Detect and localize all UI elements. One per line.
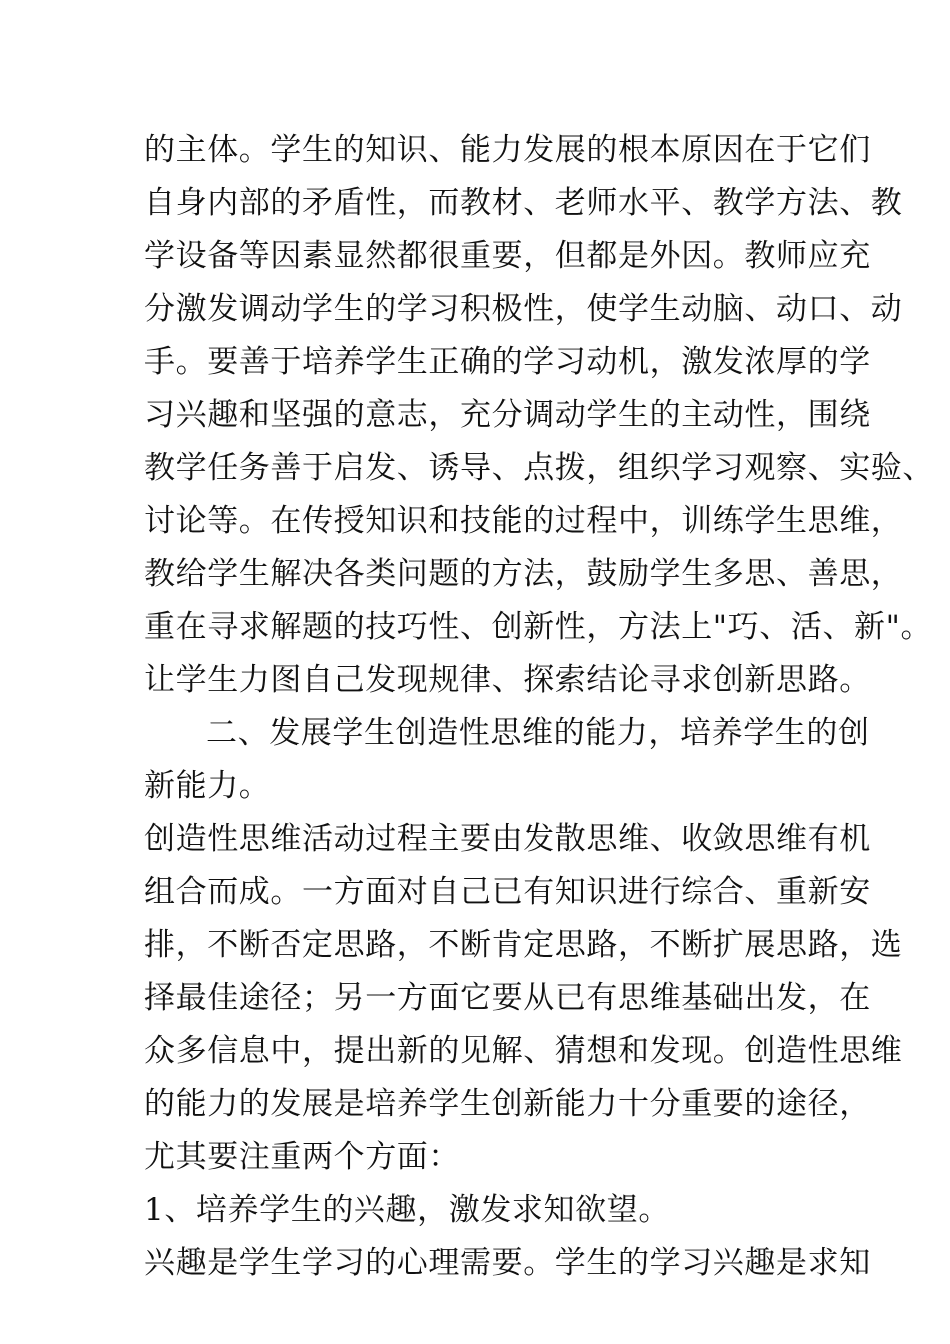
document-page xyxy=(144,124,934,1290)
text-line: 重在寻求解题的技巧性、创新性，方法上"巧、活、新"。 xyxy=(144,609,933,645)
text-line: 分激发调动学生的学习积极性，使学生动脑、动口、动 xyxy=(144,291,903,327)
section-heading: 二、发展学生创造性思维的能力，培养学生的创 xyxy=(206,715,870,751)
text-line: 择最佳途径；另一方面它要从已有思维基础出发，在 xyxy=(144,980,871,1016)
text-line: 兴趣是学生学习的心理需要。学生的学习兴趣是求知 xyxy=(144,1245,871,1281)
text-line: 让学生力图自己发现规律、探索结论寻求创新思路。 xyxy=(144,662,871,698)
text-line: 的主体。学生的知识、能力发展的根本原因在于它们 xyxy=(144,132,871,168)
text-line: 讨论等。在传授知识和技能的过程中，训练学生思维， xyxy=(144,503,903,539)
text-line: 众多信息中，提出新的见解、猜想和发现。创造性思维 xyxy=(144,1033,903,1069)
text-line: 尤其要注重两个方面： xyxy=(144,1139,460,1175)
text-line: 习兴趣和坚强的意志，充分调动学生的主动性，围绕 xyxy=(144,397,871,433)
section-heading-continuation: 新能力。 xyxy=(144,768,271,804)
text-line: 的能力的发展是培养学生创新能力十分重要的途径， xyxy=(144,1086,871,1122)
subsection-heading: 1、培养学生的兴趣，激发求知欲望。 xyxy=(144,1192,670,1228)
text-line: 组合而成。一方面对自己已有知识进行综合、重新安 xyxy=(144,874,871,910)
text-line: 排，不断否定思路，不断肯定思路，不断扩展思路，选 xyxy=(144,927,903,963)
text-line: 手。要善于培养学生正确的学习动机，激发浓厚的学 xyxy=(144,344,871,380)
text-line: 教学任务善于启发、诱导、点拨，组织学习观察、实验、 xyxy=(144,450,934,486)
text-line: 自身内部的矛盾性，而教材、老师水平、教学方法、教 xyxy=(144,185,903,221)
text-line: 学设备等因素显然都很重要，但都是外因。教师应充 xyxy=(144,238,871,274)
text-line: 创造性思维活动过程主要由发散思维、收敛思维有机 xyxy=(144,821,871,857)
text-line: 教给学生解决各类问题的方法，鼓励学生多思、善思， xyxy=(144,556,903,592)
